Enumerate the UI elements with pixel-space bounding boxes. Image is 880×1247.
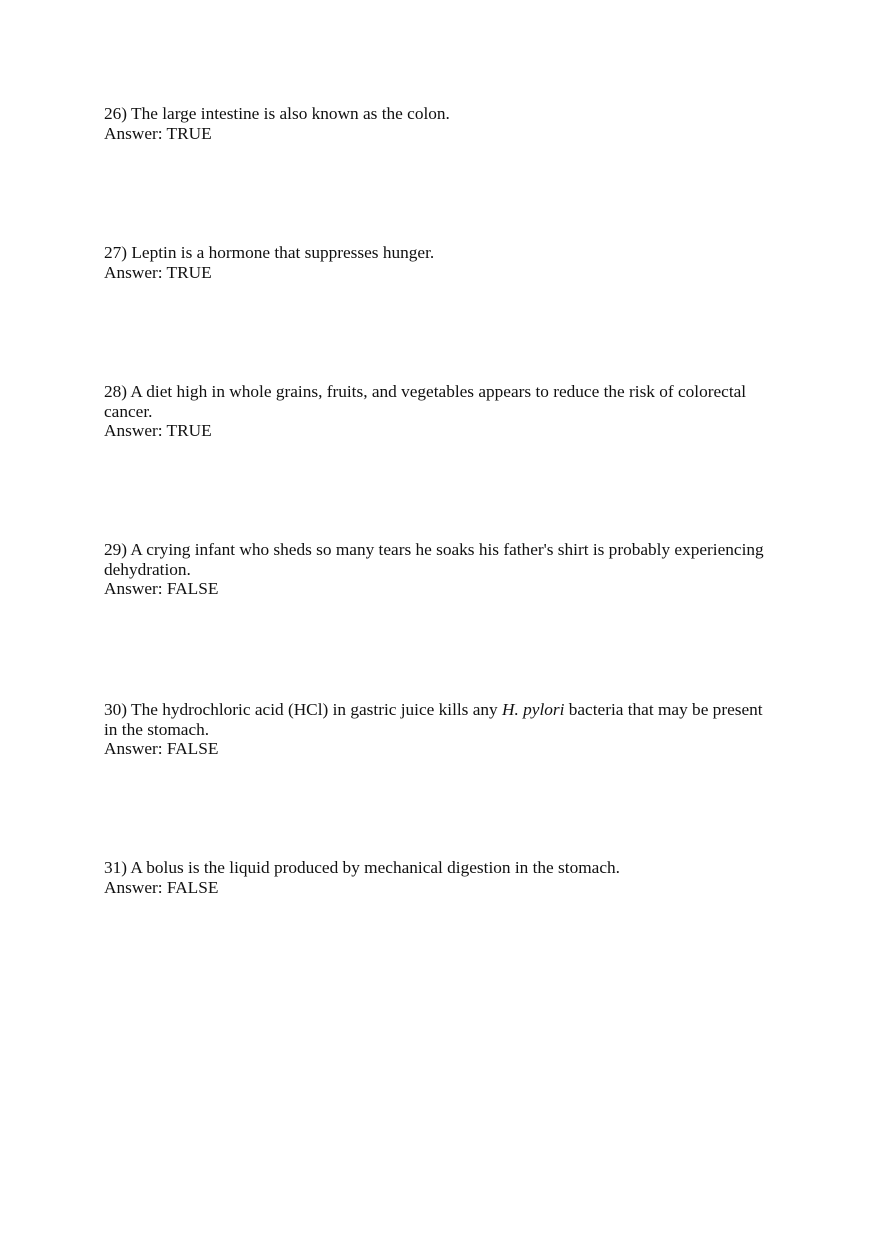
text-post: bacteria that may be present — [564, 700, 763, 719]
answer: Answer: FALSE — [104, 739, 219, 759]
question-28 — [104, 382, 746, 441]
answer: Answer: FALSE — [104, 579, 219, 599]
species-name: H. pylori — [502, 700, 565, 719]
question-text — [104, 700, 763, 720]
question-26 — [104, 104, 450, 143]
answer: Answer: TRUE — [104, 262, 212, 282]
answer: Answer: TRUE — [104, 123, 212, 143]
question-29 — [104, 540, 764, 599]
question-text: 31) A bolus is the liquid produced by mechanical digestion in the stomach. — [104, 858, 620, 877]
question-text-cont: cancer. — [104, 401, 153, 421]
question-text: 27) Leptin is a hormone that suppresses hunger. — [104, 243, 435, 262]
question-text: 26) The large intestine is also known as the colon. — [104, 104, 450, 123]
text-pre: 30) The hydrochloric acid (HCl) in gastric juice kills any — [104, 700, 503, 719]
question-text: 28) A diet high in whole grains, fruits, and vegetables appears to reduce the risk of colorectal — [104, 382, 747, 401]
question-30 — [104, 700, 763, 759]
question-text-cont: dehydration. — [104, 559, 191, 579]
question-27 — [104, 243, 434, 282]
answer: Answer: FALSE — [104, 877, 219, 897]
answer: Answer: TRUE — [104, 421, 212, 441]
question-text-cont: in the stomach. — [104, 719, 210, 739]
question-text: 29) A crying infant who sheds so many tears he soaks his father's shirt is probably experiencing — [104, 540, 764, 559]
question-31 — [104, 858, 620, 897]
